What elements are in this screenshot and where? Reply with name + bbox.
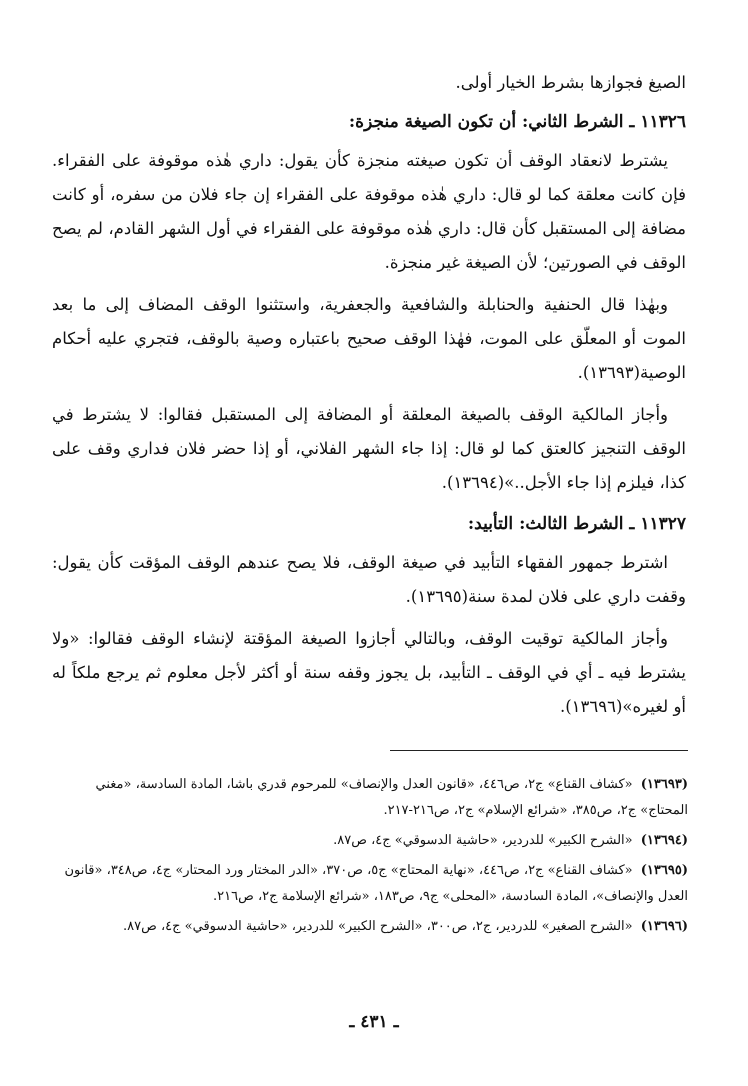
- footnote: [52, 914, 688, 940]
- paragraph: وبهٰذا قال الحنفية والحنابلة والشافعية والجعفرية، واستثنوا الوقف المضاف إلى ما بعد الموت أو المعلّق على الموت، فهٰذا الوقف صحيح باعتباره وصية بالوقف، فتجري عليه أحكام الوصية(١٣٦٩٣).: [52, 295, 686, 382]
- paragraph: وأجاز المالكية الوقف بالصيغة المعلقة أو المضافة إلى المستقبل فقالوا: لا يشترط في الوقف التنجيز كالعتق كما لو قال: إذا جاء الشهر الفلاني، أو إذا حضر فلان فداري وقف على كذا، فيلزم إذا جاء الأجل..»(١٣٦٩٤).: [52, 405, 686, 492]
- footnote-text: «الشرح الصغير» للدردير، ج٢، ص٣٠٠، «الشرح الكبير» للدردير، «حاشية الدسوقي» ج٤، ص٨٧.: [123, 919, 633, 934]
- main-text: [52, 66, 686, 732]
- footnote-text: «كشاف القناع» ج٢، ص٤٤٦، «نهاية المحتاج» ج٥، ص٣٧٠، «الدر المختار ورد المحتار» ج٤، ص٣٤٨، «قانون العدل والإنصاف»، المادة السادسة، «المحلى» ج٩، ص١٨٣، «شرائع الإسلامة ج٢، ص٢١٦.: [64, 863, 688, 904]
- footnote-number: (١٣٦٩٤): [640, 833, 688, 848]
- footnote-text: «كشاف القناع» ج٢، ص٤٤٦، «قانون العدل والإنصاف» للمرحوم قدري باشا، المادة السادسة، «مغني المحتاج» ج٢، ص٣٨٥، «شرائع الإسلام» ج٢، ص٢١٦-٢١٧.: [95, 777, 688, 818]
- paragraph: وأجاز المالكية توقيت الوقف، وبالتالي أجازوا الصيغة المؤقتة لإنشاء الوقف فقالوا: «ولا يشترط فيه ـ أي في الوقف ـ التأبيد، بل يجوز وقفه سنة أو أكثر لأجل معلوم ثم يرجع ملكاً له أو لغيره»(١٣٦٩٦).: [52, 629, 686, 716]
- footnotes: [52, 772, 688, 944]
- footnote-text: «الشرح الكبير» للدردير، «حاشية الدسوقي» ج٤، ص٨٧.: [333, 833, 633, 848]
- page-number: ـ ٤٣١ ـ: [349, 1012, 399, 1032]
- footnote-divider: [390, 750, 688, 751]
- opening-line: الصيغ فجوازها بشرط الخيار أولى.: [455, 73, 686, 92]
- section-heading-second-condition: ١١٣٢٦ ـ الشرط الثاني: أن تكون الصيغة منجزة:: [348, 112, 686, 132]
- footnote: [52, 828, 688, 854]
- paragraph: يشترط لانعقاد الوقف أن تكون صيغته منجزة كأن يقول: داري هٰذه موقوفة على الفقراء. فإن كانت معلقة كما لو قال: داري هٰذه موقوفة على الفقراء إن جاء فلان من سفره، أو كانت مضافة إلى المستقبل كأن قال: داري هٰذه موقوفة على الفقراء في أول الشهر القادم، لم يصح الوقف في الصورتين؛ لأن الصيغة غير منجزة.: [52, 151, 686, 272]
- footnote: [52, 858, 688, 910]
- footnote-number: (١٣٦٩٥): [640, 863, 688, 878]
- footnote-number: (١٣٦٩٣): [640, 777, 688, 792]
- section-heading-third-condition: ١١٣٢٧ ـ الشرط الثالث: التأبيد:: [467, 514, 686, 534]
- paragraph: اشترط جمهور الفقهاء التأبيد في صيغة الوقف، فلا يصح عندهم الوقف المؤقت كأن يقول: وقفت داري على فلان لمدة سنة(١٣٦٩٥).: [52, 553, 686, 606]
- footnote: [52, 772, 688, 824]
- footnote-number: (١٣٦٩٦): [640, 919, 688, 934]
